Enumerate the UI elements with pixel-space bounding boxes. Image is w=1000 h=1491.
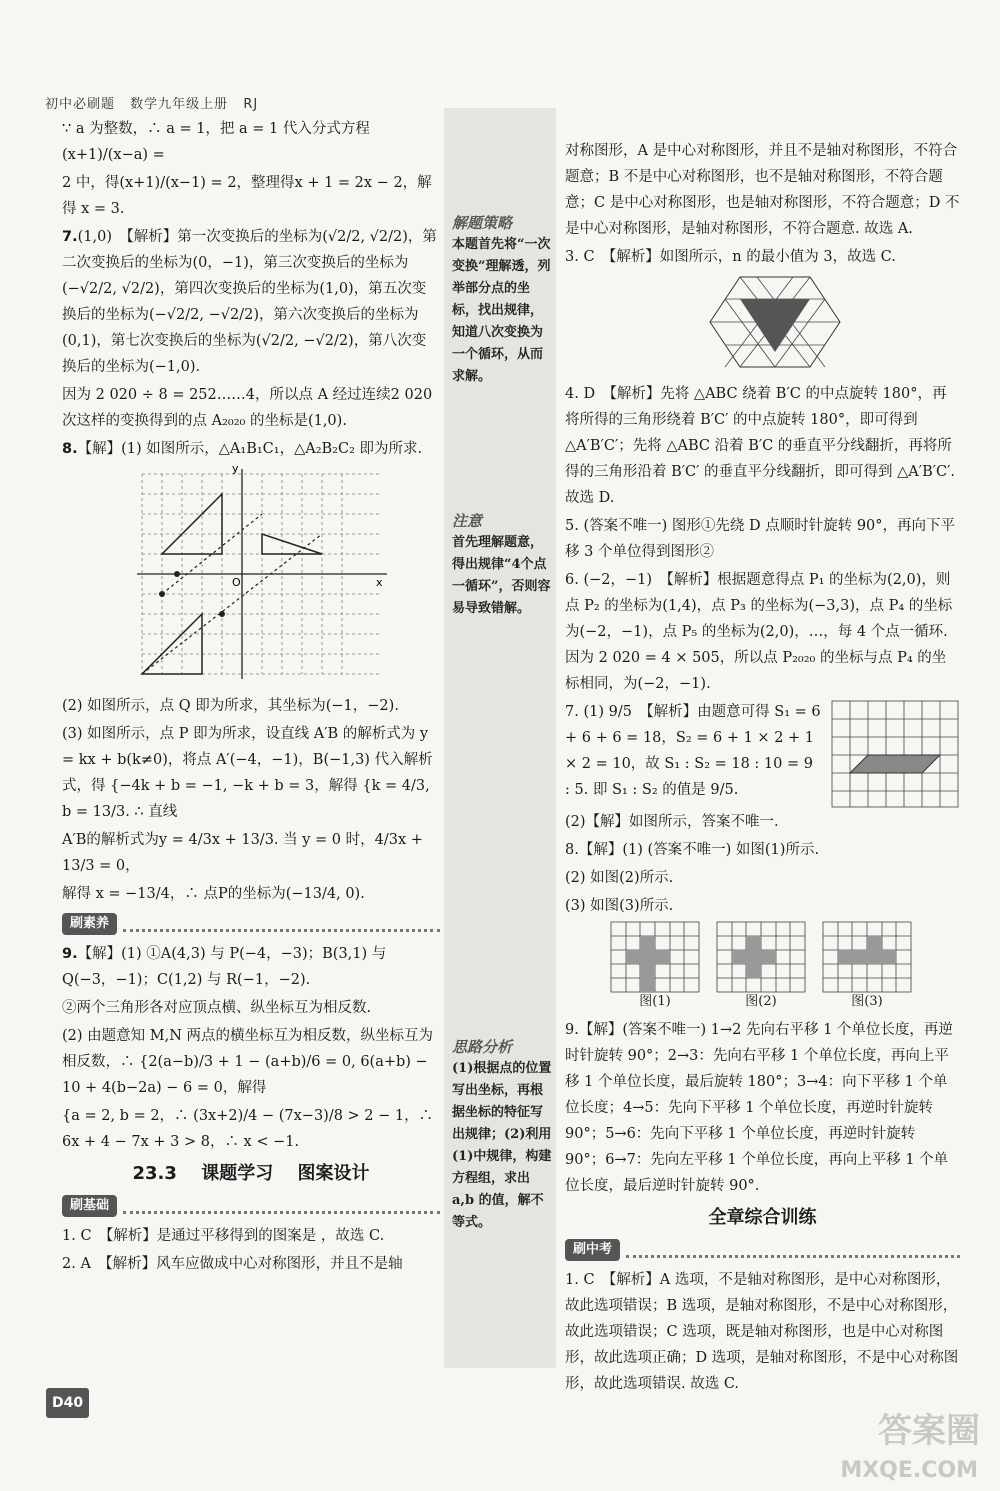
section-heading-23-3: 23.3 课题学习 图案设计 [132, 1163, 370, 1184]
answer-8-part2: (2) 如图(2)所示. [565, 870, 674, 886]
answer-8-figures [610, 921, 960, 993]
triangle-grid-figure [705, 272, 845, 372]
side-note-text: (1)根据点的位置写出坐标，再根据坐标的特征写出规律；(2)利用(1)中规律，构建方程组，求出 a,b 的值，解不等式。 [452, 1061, 552, 1230]
side-note-analysis [452, 1036, 552, 1234]
side-note-title: 注意 [452, 512, 483, 530]
side-note-title: 解题策略 [452, 214, 513, 232]
question-9-b: ②两个三角形各对应顶点横、纵坐标互为相反数. [62, 1000, 372, 1016]
subject-name: 数学九年级上册 [130, 97, 229, 112]
page-number: D40 [46, 1388, 89, 1418]
question-8-part5: 解得 x = −13/4，∴ 点P的坐标为(−13/4, 0). [62, 886, 365, 902]
side-note-attention [452, 510, 552, 620]
section-banner-zhongkao [565, 1237, 960, 1263]
parallelogram-grid-figure [830, 699, 960, 809]
answer-continuation: 对称图形，A 是中心对称图形，并且不是轴对称图形，不符合题意；B 不是中心对称图形，也不是轴对称图形，不符合题意；C 是中心对称图形，也是轴对称图形，不符合题意；D 不是中心对称图形，是轴对称图形，不符合题意. 故选 A. [565, 143, 960, 237]
section-heading-review: 全章综合训练 [708, 1207, 817, 1228]
question-7-conclusion: 因为 2 020 ÷ 8 = 252……4，所以点 A 经过连续2 020次这样的变换得到的点 A₂₀₂₀ 的坐标是(1,0). [62, 387, 433, 429]
figure-captions [610, 993, 960, 1011]
figure-caption: 图(3) [851, 994, 883, 1009]
answer-4: 4. D 【解析】先将 △ABC 绕着 B′C 的中点旋转 180°，再将所得的三角形绕着 B′C′ 的中点旋转 180°，即可得到 △A′B′C′；先将 △ABC 沿着 B′C 的垂直平分线翻折，再将所得的三角形沿着 B′C′ 的垂直平分线翻折，即可得到 △A′B′C′. 故选 D. [565, 386, 956, 506]
section-banner-suyang [62, 911, 440, 937]
page-header [45, 92, 268, 118]
side-note-text: 本题首先将“一次变换”理解透，列举部分点的坐标，找出规律，知道八次变换为一个循环，从而求解。 [452, 237, 551, 384]
text-line: ∵ a 为整数，∴ a = 1，把 a = 1 代入分式方程(x+1)/(x−a) = [62, 121, 370, 163]
question-9-d: {a = 2, b = 2，∴ (3x+2)/4 − (7x−3)/8 > 2 − 1，∴ 6x + 4 − 7x + 3 > 8，∴ x < −1. [62, 1108, 434, 1150]
side-note-title: 思路分析 [452, 1038, 513, 1056]
question-9: 9.【解】(1) ①A(4,3) 与 P(−4，−3)；B(3,1) 与 Q(−3，−1)；C(1,2) 与 R(−1，−2). [62, 946, 387, 988]
question-9-c: (2) 由题意知 M,N 两点的横坐标互为相反数，纵坐标互为相反数，∴ {2(a−b)/3 + 1 − (a+b)/6 = 0, 6(a+b) − 10 + 4(b−2a) − 6 = 0，解得 [62, 1028, 434, 1096]
badge-zhongkao: 刷中考 [565, 1239, 620, 1261]
side-note-text: 首先理解题意，得出规律“4个点一循环”，否则容易导致错解。 [452, 535, 551, 616]
dotted-divider [123, 917, 440, 932]
answer-8-part3: (3) 如图(3)所示. [565, 898, 674, 914]
figure-caption: 图(2) [745, 994, 777, 1009]
edition-tag: RJ [243, 97, 259, 112]
figure-1 [610, 921, 700, 993]
left-column [62, 116, 440, 1279]
answer-9: 9.【解】(答案不唯一) 1→2 先向右平移 1 个单位长度，再逆时针旋转 90°；2→3：先向右平移 1 个单位长度，再向上平移 1 个单位长度，最后旋转 180°；3→4：向下平移 1 个单位长度；4→5：先向下平移 1 个单位长度，再逆时针旋转 90°；5→6：先向下平移 1 个单位长度，再逆时针旋转 90°；6→7：先向左平移 1 个单位长度，再向上平移 1 个单位长度，最后逆时针旋转 90°. [565, 1022, 953, 1194]
text-line: 2 中，得(x+1)/(x−1) = 2，整理得x + 1 = 2x − 2，解得 x = 3. [62, 175, 432, 217]
answer-8-part1: 8.【解】(1) (答案不唯一) 如图(1)所示. [565, 842, 820, 858]
watermark-logo: 答案圈 [878, 1411, 980, 1451]
watermark-url: MXQE.COM [840, 1458, 978, 1483]
question-8: 8.【解】(1) 如图所示，△A₁B₁C₁，△A₂B₂C₂ 即为所求. [62, 441, 423, 457]
coordinate-grid-figure [132, 464, 392, 684]
dotted-divider [626, 1243, 960, 1258]
question-8-part4: A′B的解析式为y = 4/3x + 13/3. 当 y = 0 时，4/3x + 13/3 = 0， [62, 832, 423, 874]
series-name: 初中必刷题 [45, 97, 116, 112]
answer-7-block [565, 699, 960, 809]
figure-caption: 图(1) [639, 994, 671, 1009]
basic-answer-2: 2. A 【解析】风车应做成中心对称图形，并且不是轴 [62, 1256, 403, 1272]
question-8-part3: (3) 如图所示，点 P 即为所求，设直线 A′B 的解析式为 y = kx + b(k≠0)，将点 A′(−4，−1)，B(−1,3) 代入解析式，得 {−4k + b = −1, −k + b = 3，解得 {k = 4/3, b = 13/3. ∴ 直线 [62, 726, 433, 820]
answer-7-part2: (2)【解】如图所示，答案不唯一. [565, 814, 779, 830]
answer-6: 6. (−2，−1) 【解析】根据题意得点 P₁ 的坐标为(2,0)，则点 P₂ 的坐标为(1,4)，点 P₃ 的坐标为(−3,3)，点 P₄ 的坐标为(−2，−1)，点 P₅ 的坐标为(2,0)，…，每 4 个点一循环. 因为 2 020 = 4 × 505，所以点 P₂₀₂₀ 的坐标与点 P₄ 的坐标相同，为(−2，−1). [565, 572, 953, 692]
side-note-strategy [452, 212, 552, 388]
question-8-part2: (2) 如图所示，点 Q 即为所求，其坐标为(−1，−2). [62, 698, 399, 714]
badge-suyang: 刷素养 [62, 913, 117, 935]
figure-2 [716, 921, 806, 993]
review-answer-1: 1. C 【解析】A 选项，不是轴对称图形，是中心对称图形，故此选项错误；B 选项，是轴对称图形，不是中心对称图形，故此选项错误；C 选项，既是轴对称图形，也是中心对称图形，故此选项正确；D 选项，是轴对称图形，不是中心对称图形，故此选项错误. 故选 C. [565, 1272, 959, 1392]
dotted-divider [123, 1199, 440, 1214]
right-column [565, 138, 960, 1399]
figure-3 [822, 921, 912, 993]
svg-text:y: y [232, 464, 239, 475]
answer-7: 7. (1) 9/5 【解析】由题意可得 S₁ = 6 + 6 + 6 = 18，S₂ = 6 + 1 × 2 + 1 × 2 = 10，故 S₁ : S₂ = 18 : 10 = 9 : 5. 即 S₁ : S₂ 的值是 9/5. [565, 704, 821, 798]
section-banner-jichu [62, 1193, 440, 1219]
question-7: 7.(1,0) 【解析】第一次变换后的坐标为(√2/2, √2/2)，第二次变换后的坐标为(0，−1)，第三次变换后的坐标为(−√2/2, √2/2)，第四次变换后的坐标为(1,0)，第五次变换后的坐标为(−√2/2, −√2/2)，第六次变换后的坐标为(0,1)，第七次变换后的坐标为(√2/2, −√2/2)，第八次变换后的坐标为(−1,0). [62, 229, 437, 375]
svg-text:O: O [232, 576, 241, 589]
answer-3: 3. C 【解析】如图所示，n 的最小值为 3，故选 C. [565, 249, 896, 265]
basic-answer-1: 1. C 【解析】是通过平移得到的图案是 ，故选 C. [62, 1228, 385, 1244]
answer-5: 5. (答案不唯一) 图形①先绕 D 点顺时针旋转 90°，再向下平移 3 个单位得到图形② [565, 518, 956, 560]
svg-text:x: x [376, 576, 383, 589]
badge-jichu: 刷基础 [62, 1195, 117, 1217]
